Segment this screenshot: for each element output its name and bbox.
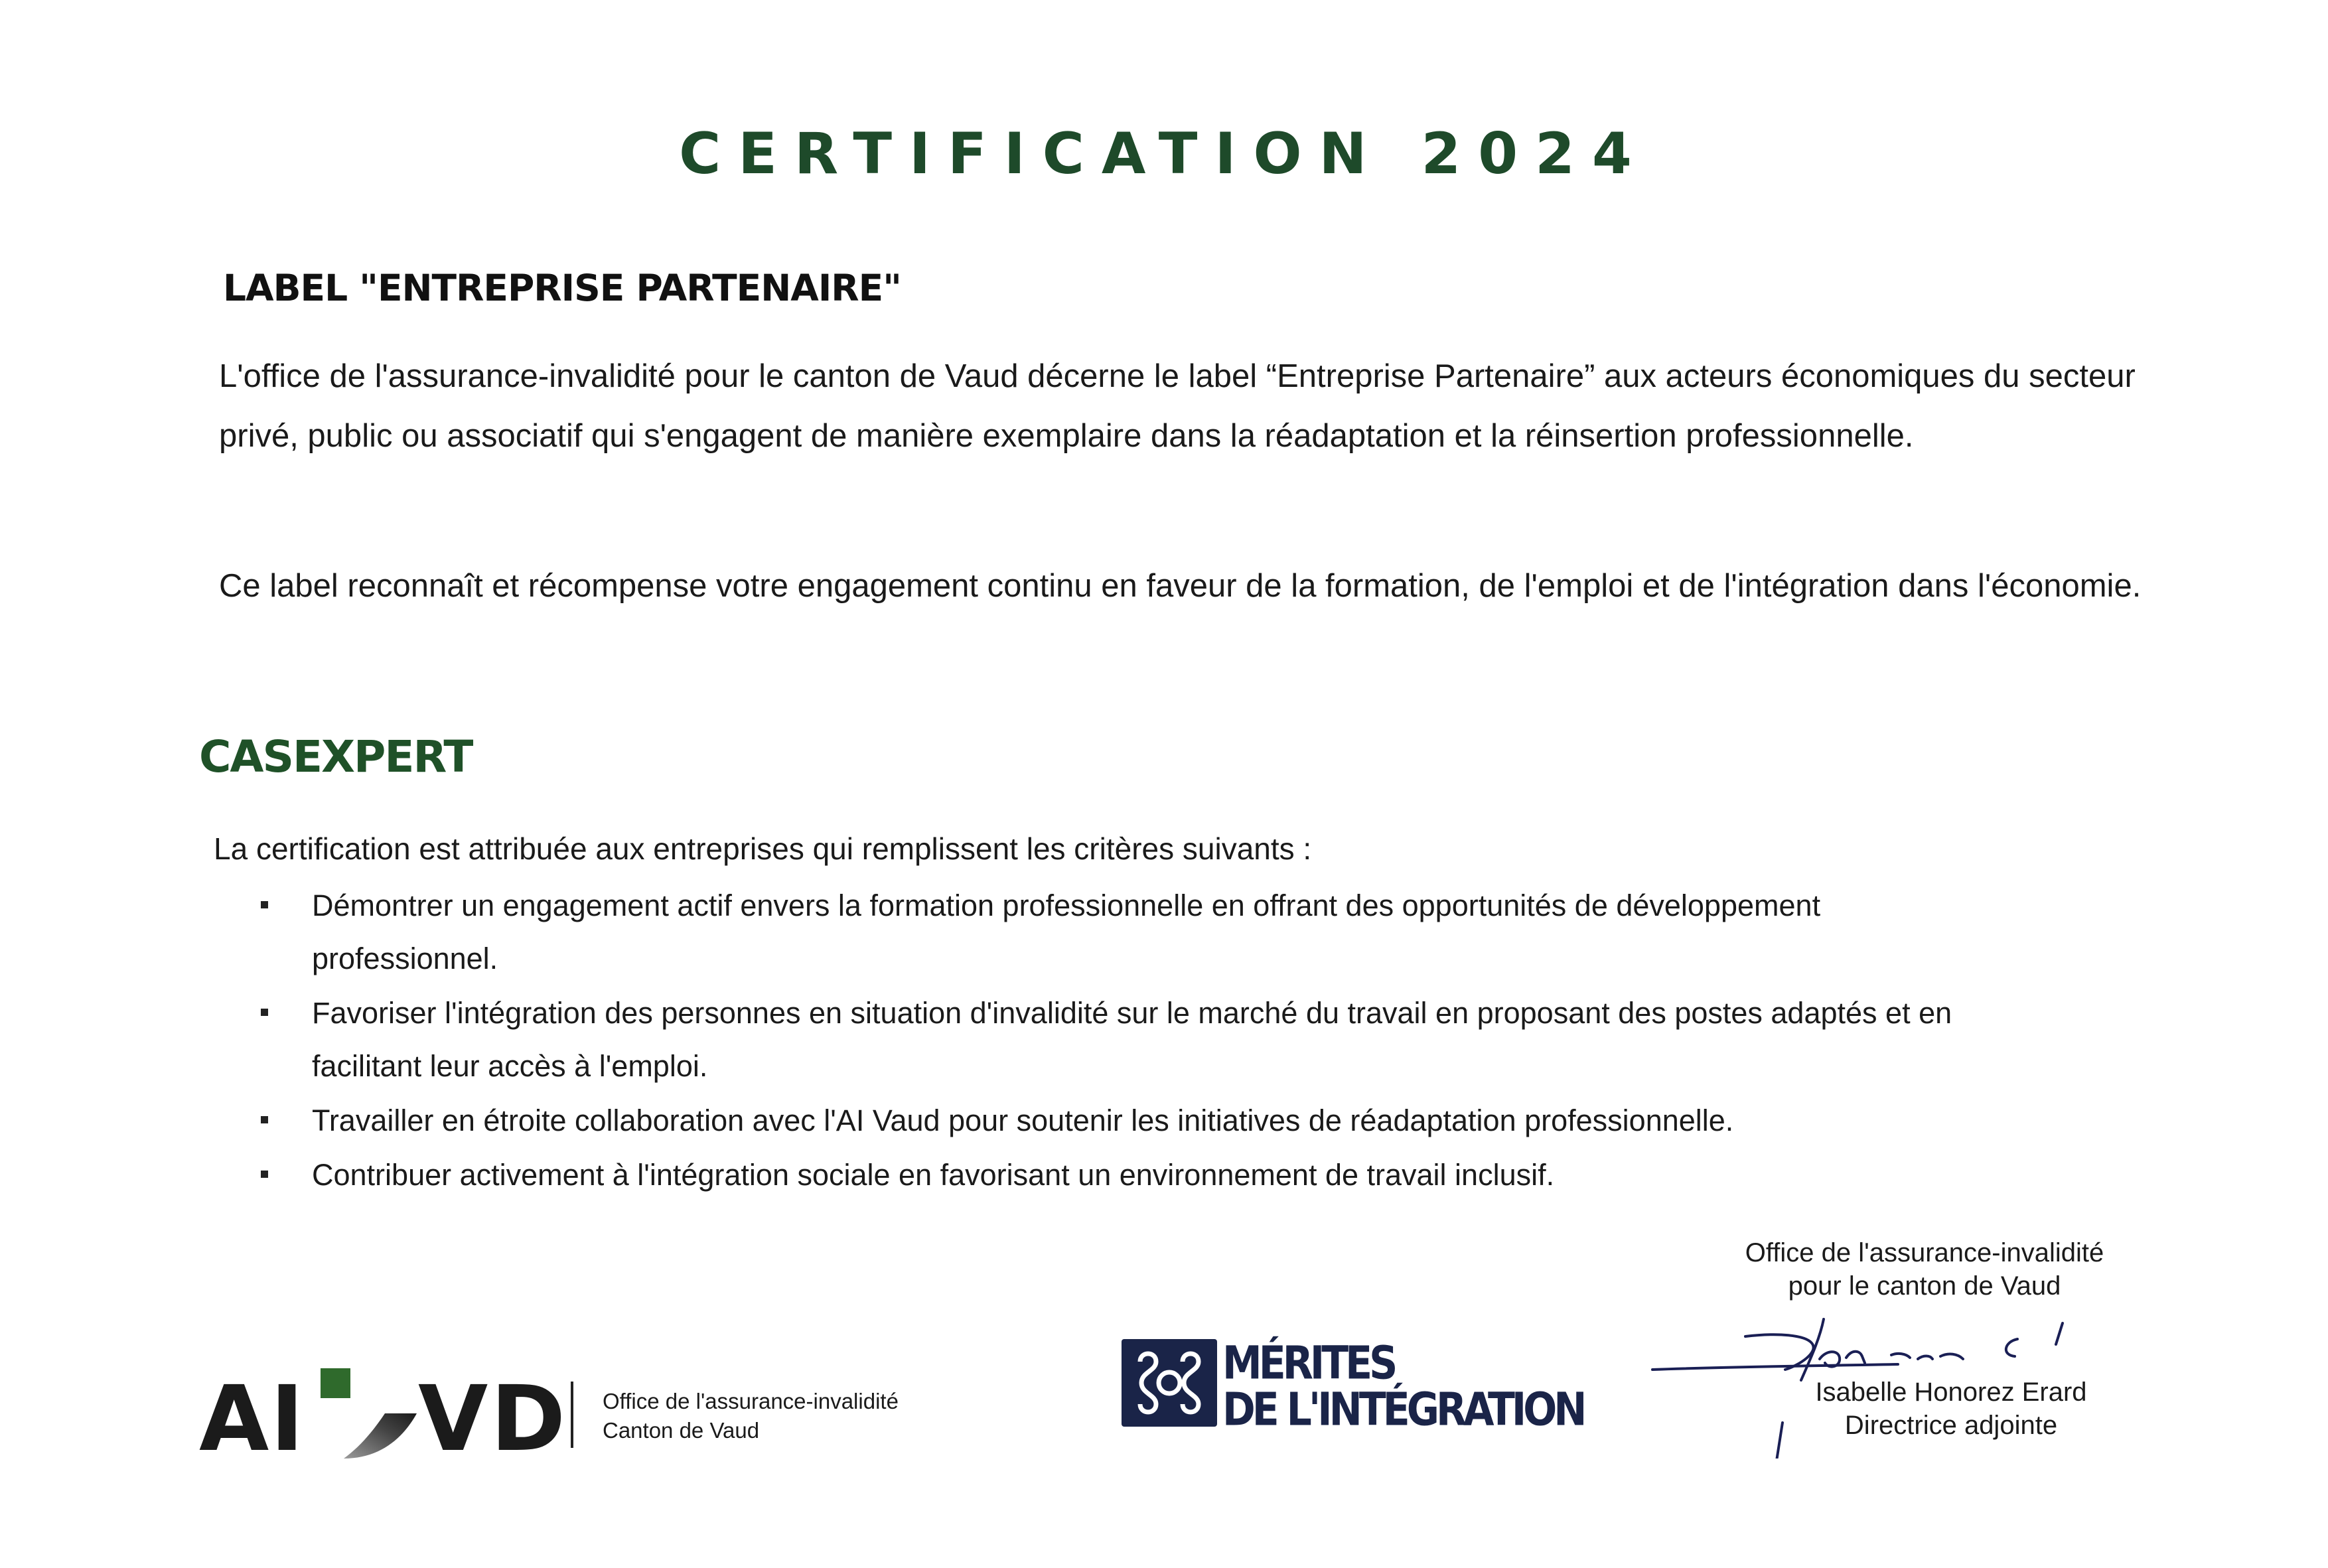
merites-logo-line2: DE L'INTÉGRATION <box>1222 1383 1584 1437</box>
company-name: CASEXPERT <box>199 731 473 782</box>
criteria-text: Démontrer un engagement actif envers la formation professionnelle en offrant des opportunités de développement professionnel. <box>312 889 1821 975</box>
merites-emblem-icon <box>1122 1339 1217 1427</box>
ai-vd-logo-office-text <box>603 1387 899 1445</box>
label-heading: LABEL "ENTREPRISE PARTENAIRE" <box>223 267 901 309</box>
intro-paragraph: L'office de l'assurance-invalidité pour le canton de Vaud décerne le label “Entreprise Partenaire” aux acteurs économiques du secteur privé, public ou associatif qui s'engagent de manière exemplaire dans la réadaptation et la réinsertion professionnelle. <box>219 358 2136 454</box>
ai-vd-logo-vd-text: VD <box>418 1367 569 1472</box>
criteria-intro: La certification est attribuée aux entreprises qui remplissent les critères suivants : <box>214 831 1312 866</box>
merites-integration-logo <box>1122 1335 1584 1437</box>
bullet-icon <box>261 1171 268 1178</box>
bullet-icon <box>261 1009 268 1016</box>
criteria-item <box>255 1094 2047 1147</box>
criteria-text: Favoriser l'intégration des personnes en situation d'invalidité sur le marché du travail en proposant des postes adaptés et en facilitant leur accès à l'emploi. <box>312 996 1952 1083</box>
criteria-text: Travailler en étroite collaboration avec l'AI Vaud pour soutenir les initiatives de réadaptation professionnelle. <box>312 1104 1734 1137</box>
recognition-paragraph: Ce label reconnaît et récompense votre engagement continu en faveur de la formation, de l'emploi et de l'intégration dans l'économie. <box>219 568 2142 604</box>
signature-block <box>1646 1233 2203 1459</box>
merites-logo-line1: MÉRITES <box>1222 1336 1395 1390</box>
bullet-icon <box>261 901 268 908</box>
bullet-icon <box>261 1116 268 1123</box>
ai-vd-office-line2: Canton de Vaud <box>603 1418 760 1443</box>
criteria-item <box>255 1149 2047 1202</box>
ai-vd-logo <box>199 1367 956 1472</box>
signatory-role: Directrice adjointe <box>1844 1411 2058 1440</box>
criteria-text: Contribuer activement à l'intégration sociale en favorisant un environnement de travail inclusif. <box>312 1158 1555 1192</box>
criteria-item <box>255 987 1984 1093</box>
signatory-name: Isabelle Honorez Erard <box>1815 1378 2087 1407</box>
criteria-item <box>255 879 1838 985</box>
ai-vd-logo-ai-text: AI <box>199 1367 305 1472</box>
document-title: CERTIFICATION 2024 <box>679 121 1649 187</box>
criteria-list <box>255 879 2047 1203</box>
ai-vd-logo-divider <box>571 1382 573 1448</box>
signature-org-line1: Office de l'assurance-invalidité <box>1745 1238 2104 1267</box>
ai-vd-office-line1: Office de l'assurance-invalidité <box>603 1389 899 1413</box>
signature-org-line2: pour le canton de Vaud <box>1788 1271 2061 1301</box>
